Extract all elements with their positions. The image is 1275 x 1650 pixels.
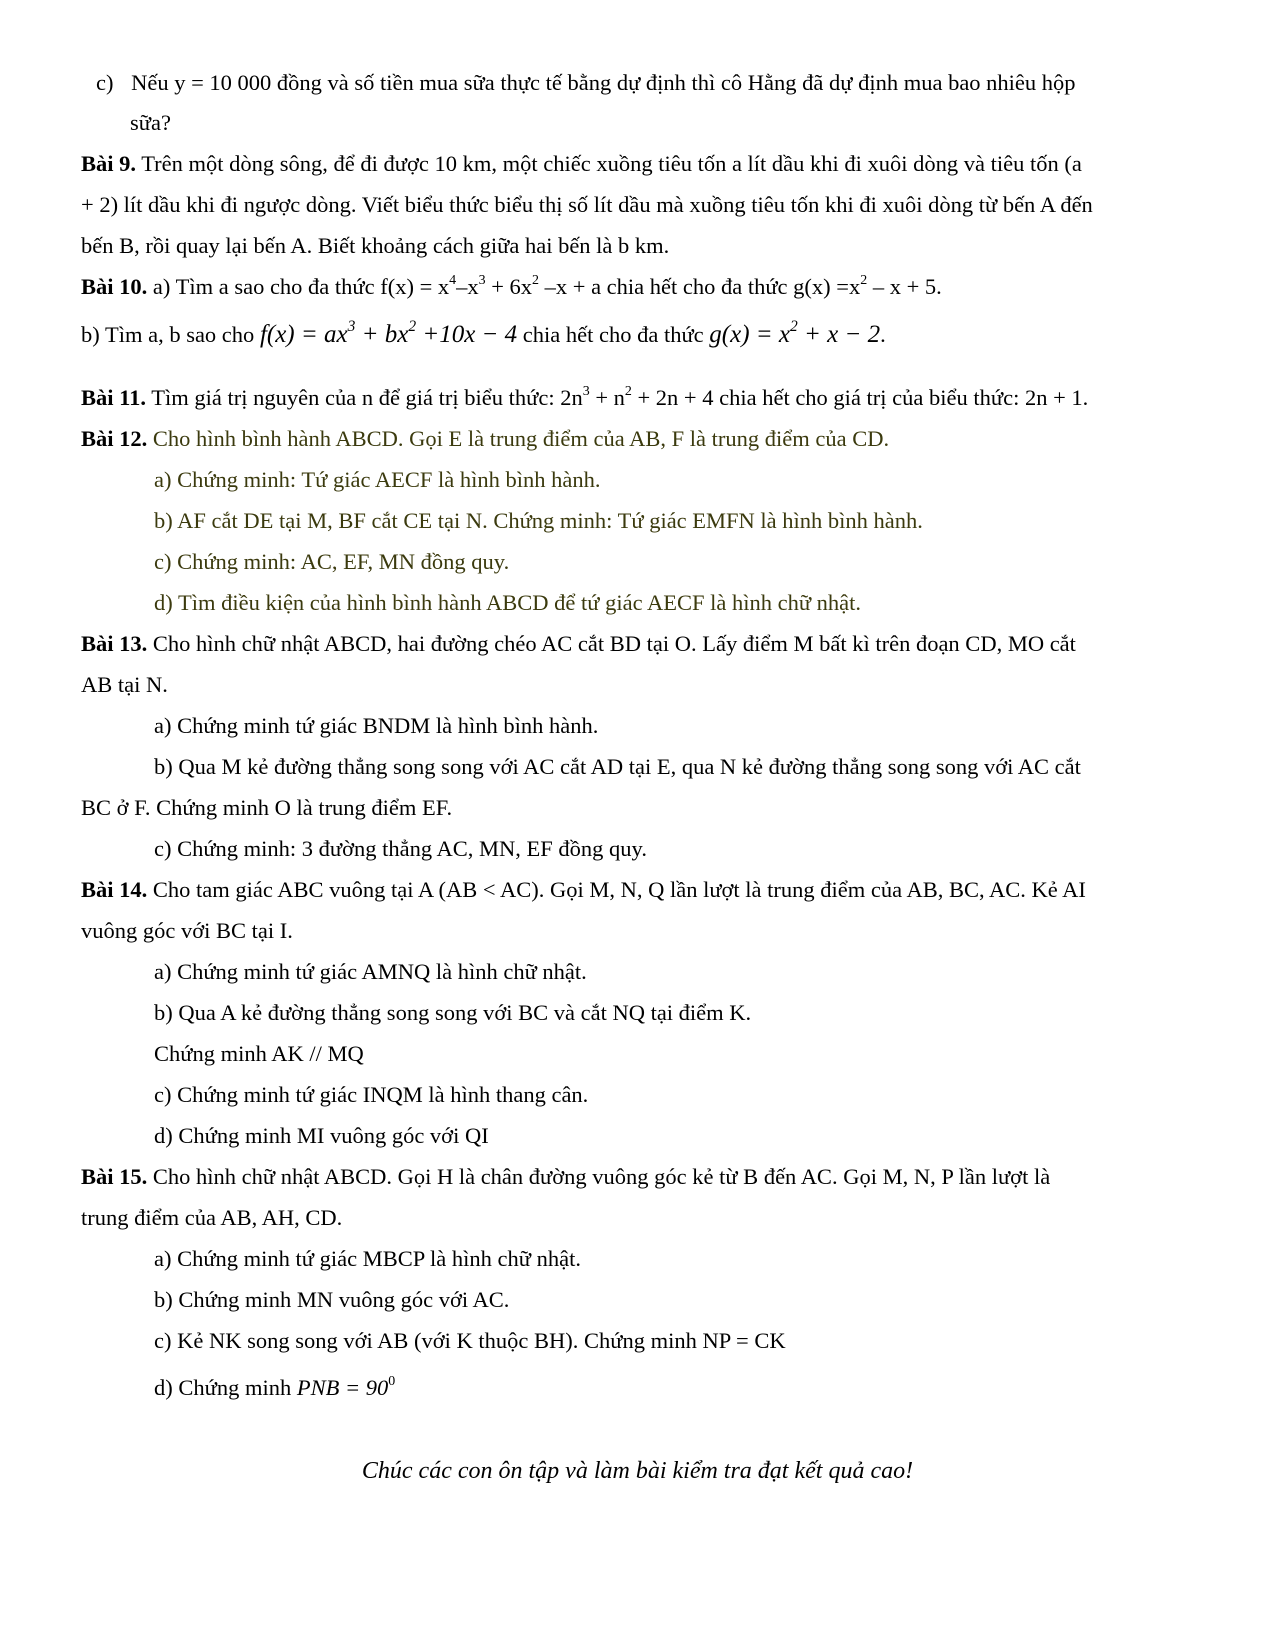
bai-14-a: a) Chứng minh tứ giác AMNQ là hình chữ nhật. xyxy=(154,959,587,984)
bai-12-a: a) Chứng minh: Tứ giác AECF là hình bình hành. xyxy=(154,467,601,492)
bai-12 xyxy=(81,426,889,452)
bai-12-c: c) Chứng minh: AC, EF, MN đồng quy. xyxy=(154,549,510,574)
bai-12-d: d) Tìm điều kiện của hình bình hành ABCD để tứ giác AECF là hình chữ nhật. xyxy=(154,590,862,615)
formula-part: g(x) = x xyxy=(709,321,791,348)
bai-11 xyxy=(81,385,1088,411)
problem-8c-cont: sữa? xyxy=(130,110,171,135)
bai-13-line-1 xyxy=(81,631,1076,657)
exponent: 3 xyxy=(478,273,486,289)
bai-9-line-1 xyxy=(81,151,1082,177)
bai-14-line-1 xyxy=(81,877,1086,903)
bai-13-a: a) Chứng minh tứ giác BNDM là hình bình hành. xyxy=(154,713,599,738)
bai-15-a: a) Chứng minh tứ giác MBCP là hình chữ nhật. xyxy=(154,1246,581,1271)
bai-9-label: Bài 9. xyxy=(81,151,137,176)
text: –x xyxy=(456,274,479,299)
formula-f xyxy=(259,318,518,348)
text: a) Tìm a sao cho đa thức f(x) = x xyxy=(147,274,450,299)
item-prefix: c) xyxy=(96,70,114,95)
bai-15-d xyxy=(154,1375,395,1401)
exponent: 3 xyxy=(582,384,590,400)
bai-14-label: Bài 14. xyxy=(81,877,148,902)
bai-14-c: c) Chứng minh tứ giác INQM là hình thang cân. xyxy=(154,1082,589,1107)
exponent: 2 xyxy=(408,318,417,336)
period: . xyxy=(880,322,886,347)
bai-15-line-2: trung điểm của AB, AH, CD. xyxy=(81,1205,343,1230)
bai-13-c: c) Chứng minh: 3 đường thẳng AC, MN, EF đồng quy. xyxy=(154,836,647,861)
bai-14-line-2: vuông góc với BC tại I. xyxy=(81,918,293,943)
text: + 6x xyxy=(485,274,533,299)
formula-part: PNB = 90 xyxy=(296,1375,389,1400)
bai-15-b: b) Chứng minh MN vuông góc với AC. xyxy=(154,1287,510,1312)
bai-13-b-1: b) Qua M kẻ đường thẳng song song với AC cắt AD tại E, qua N kẻ đường thẳng song song với AC cắt xyxy=(154,754,1081,779)
bai-11-label: Bài 11. xyxy=(81,385,147,410)
formula-part: + x − 2 xyxy=(797,321,881,348)
text: Cho tam giác ABC vuông tại A (AB < AC). Gọi M, N, Q lần lượt là trung điểm của AB, BC, AC. Kẻ AI xyxy=(147,877,1086,902)
text: Cho hình bình hành ABCD. Gọi E là trung điểm của AB, F là trung điểm của CD. xyxy=(147,426,890,451)
bai-12-label: Bài 12. xyxy=(81,426,148,451)
formula-part: + bx xyxy=(355,321,409,348)
bai-15-line-1 xyxy=(81,1164,1050,1190)
formula-part: +10x − 4 xyxy=(416,321,518,348)
bai-10-a xyxy=(81,274,942,300)
text: Cho hình chữ nhật ABCD, hai đường chéo AC cắt BD tại O. Lấy điểm M bất kì trên đoạn CD, MO cắt xyxy=(147,631,1076,656)
exponent: 2 xyxy=(790,318,798,336)
exponent: 3 xyxy=(347,318,356,336)
text: –x + a chia hết cho đa thức g(x) =x xyxy=(539,274,861,299)
bai-13-b-2: BC ở F. Chứng minh O là trung điểm EF. xyxy=(81,795,453,820)
bai-14-b-2: Chứng minh AK // MQ xyxy=(154,1041,364,1066)
text: Tìm giá trị nguyên của n để giá trị biểu thức: 2n xyxy=(146,385,583,410)
exponent: 4 xyxy=(449,273,457,289)
bai-9-line-2: + 2) lít dầu khi đi ngược dòng. Viết biểu thức biểu thị số lít dầu mà xuồng tiêu tốn khi đi xuôi dòng từ bến A đến xyxy=(81,192,1093,217)
bai-14-b-1: b) Qua A kẻ đường thẳng song song với BC và cắt NQ tại điểm K. xyxy=(154,1000,752,1025)
angle-formula xyxy=(297,1375,395,1400)
text: b) Tìm a, b sao cho xyxy=(81,322,260,347)
bai-13-line-2: AB tại N. xyxy=(81,672,168,697)
degree-sup: 0 xyxy=(388,1374,396,1390)
formula-g xyxy=(709,318,881,348)
exponent: 2 xyxy=(624,384,632,400)
bai-13-label: Bài 13. xyxy=(81,631,148,656)
bai-9-text: Trên một dòng sông, để đi được 10 km, một chiếc xuồng tiêu tốn a lít dầu khi đi xuôi dòng và tiêu tốn (a xyxy=(136,151,1082,176)
bai-15-c: c) Kẻ NK song song với AB (với K thuộc BH). Chứng minh NP = CK xyxy=(154,1328,786,1353)
text: d) Chứng minh xyxy=(154,1375,297,1400)
problem-8c-text: Nếu y = 10 000 đồng và số tiền mua sữa thực tế bằng dự định thì cô Hằng đã dự định mua bao nhiêu hộp xyxy=(131,70,1076,95)
bai-15-label: Bài 15. xyxy=(81,1164,148,1189)
text: + 2n + 4 chia hết cho giá trị của biểu thức: 2n + 1. xyxy=(631,385,1089,410)
formula-part: f(x) = ax xyxy=(259,321,348,348)
text: Cho hình chữ nhật ABCD. Gọi H là chân đường vuông góc kẻ từ B đến AC. Gọi M, N, P lần lượt là xyxy=(147,1164,1051,1189)
exponent: 2 xyxy=(532,273,539,289)
bai-10-b xyxy=(81,318,886,348)
text: – x + 5. xyxy=(867,274,942,299)
bai-10-label: Bài 10. xyxy=(81,274,148,299)
bai-12-b: b) AF cắt DE tại M, BF cắt CE tại N. Chứng minh: Tứ giác EMFN là hình bình hành. xyxy=(154,508,923,533)
text: + n xyxy=(589,385,625,410)
closing-message: Chúc các con ôn tập và làm bài kiểm tra đạt kết quả cao! xyxy=(361,1458,914,1484)
bai-9-line-3: bến B, rồi quay lại bến A. Biết khoảng cách giữa hai bến là b km. xyxy=(81,233,670,258)
problem-8c xyxy=(96,70,1076,96)
exponent: 2 xyxy=(860,273,868,289)
bai-14-d: d) Chứng minh MI vuông góc với QI xyxy=(154,1123,489,1148)
text: chia hết cho đa thức xyxy=(522,322,710,347)
